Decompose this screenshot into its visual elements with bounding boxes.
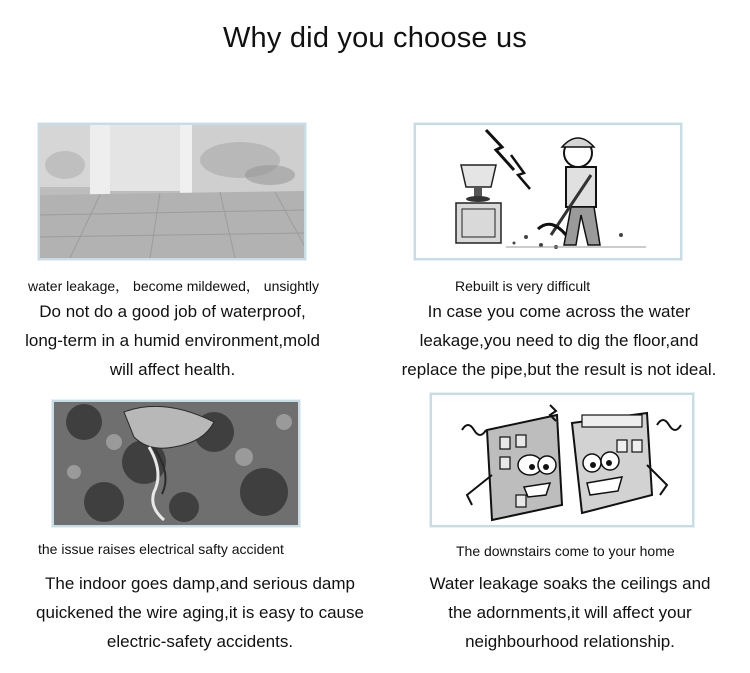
description-line: leakage,you need to dig the floor,and [419, 331, 699, 350]
description-line: neighbourhood relationship. [465, 632, 675, 651]
description-line: Water leakage soaks the ceilings and [429, 574, 711, 593]
description-line: In case you come across the water [427, 302, 691, 321]
card-description [395, 569, 745, 656]
description-line: long-term in a humid environment,mold [25, 331, 320, 350]
card-caption: Rebuilt is very difficult [455, 278, 591, 294]
damp-wire-image [52, 400, 300, 527]
angry-buildings-image [430, 393, 694, 527]
card-description [0, 569, 400, 656]
card-caption: The downstairs come to your home [456, 543, 675, 559]
description-line: electric-safety accidents. [106, 632, 294, 651]
description-line: Do not do a good job of waterproof, [39, 302, 306, 321]
card-description [0, 297, 345, 384]
digging-worker-image [414, 123, 682, 260]
description-line: The indoor goes damp,and serious damp [45, 574, 355, 593]
card-caption: the issue raises electrical safty accident [38, 541, 284, 557]
page-title: Why did you choose us [222, 22, 528, 54]
description-line: will affect health. [109, 360, 236, 379]
mildew-wall-image [38, 123, 306, 260]
card-caption: water leakage， become mildewed， unsightly [28, 278, 320, 294]
description-line: replace the pipe,but the result is not ideal. [401, 360, 717, 379]
description-line: the adornments,it will affect your [448, 603, 692, 622]
card-description [375, 297, 743, 384]
description-line: quickened the wire aging,it is easy to cause [36, 603, 364, 622]
